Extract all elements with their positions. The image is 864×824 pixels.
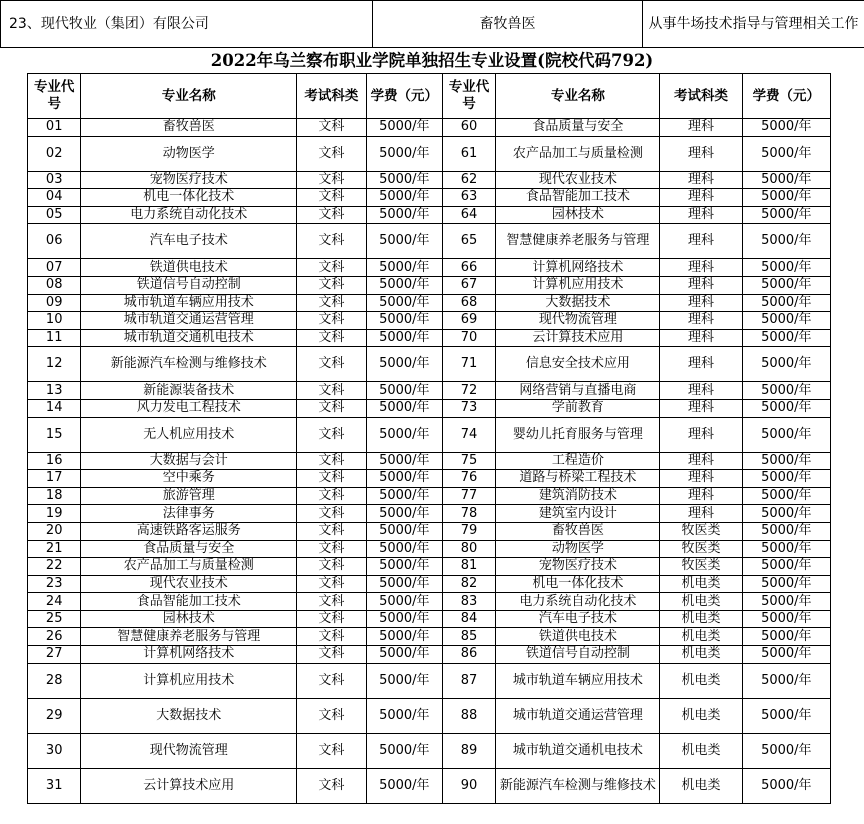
left-code-cell: 08 [28,276,81,294]
left-name-cell: 铁道信号自动控制 [81,276,297,294]
right-fee-cell: 5000/年 [742,136,830,171]
right-fee-cell: 5000/年 [742,593,830,611]
right-name-cell: 食品质量与安全 [496,119,660,137]
left-name-cell: 现代农业技术 [81,575,297,593]
left-fee-cell: 5000/年 [366,768,442,803]
left-code-cell: 12 [28,347,81,382]
right-code-cell: 84 [442,610,495,628]
left-code-cell: 14 [28,399,81,417]
left-fee-cell: 5000/年 [366,540,442,558]
left-code-cell: 27 [28,646,81,664]
right-fee-cell: 5000/年 [742,540,830,558]
left-code-cell: 18 [28,487,81,505]
left-code-cell: 04 [28,189,81,207]
right-fee-cell: 5000/年 [742,452,830,470]
right-name-cell: 智慧健康养老服务与管理 [496,224,660,259]
left-category-cell: 文科 [297,470,367,488]
left-fee-cell: 5000/年 [366,628,442,646]
table-row [28,224,831,259]
table-row [28,259,831,277]
left-category-cell: 文科 [297,558,367,576]
right-name-cell: 计算机应用技术 [496,276,660,294]
left-fee-cell: 5000/年 [366,698,442,733]
right-code-cell: 72 [442,382,495,400]
left-category-cell: 文科 [297,136,367,171]
right-code-cell: 67 [442,276,495,294]
left-fee-cell: 5000/年 [366,452,442,470]
right-name-cell: 城市轨道车辆应用技术 [496,663,660,698]
table-row [28,136,831,171]
left-name-cell: 园林技术 [81,610,297,628]
left-category-cell: 文科 [297,505,367,523]
right-name-cell: 建筑室内设计 [496,505,660,523]
left-code-cell: 31 [28,768,81,803]
left-name-cell: 城市轨道车辆应用技术 [81,294,297,312]
left-fee-cell: 5000/年 [366,206,442,224]
left-name-cell: 计算机网络技术 [81,646,297,664]
left-name-cell: 机电一体化技术 [81,189,297,207]
left-code-cell: 02 [28,136,81,171]
right-category-cell: 机电类 [660,646,742,664]
right-name-cell: 动物医学 [496,540,660,558]
right-fee-cell: 5000/年 [742,610,830,628]
left-category-cell: 文科 [297,663,367,698]
left-name-cell: 新能源汽车检测与维修技术 [81,347,297,382]
left-fee-cell: 5000/年 [366,224,442,259]
right-code-cell: 78 [442,505,495,523]
header-name: 专业名称 [496,74,660,119]
left-code-cell: 25 [28,610,81,628]
table-row [28,540,831,558]
right-code-cell: 65 [442,224,495,259]
left-fee-cell: 5000/年 [366,276,442,294]
table-row [28,119,831,137]
left-name-cell: 铁道供电技术 [81,259,297,277]
right-category-cell: 理科 [660,206,742,224]
right-category-cell: 机电类 [660,733,742,768]
left-code-cell: 09 [28,294,81,312]
left-fee-cell: 5000/年 [366,733,442,768]
left-code-cell: 01 [28,119,81,137]
table-row [28,294,831,312]
right-fee-cell: 5000/年 [742,276,830,294]
left-category-cell: 文科 [297,189,367,207]
left-name-cell: 汽车电子技术 [81,224,297,259]
left-code-cell: 10 [28,312,81,330]
left-name-cell: 宠物医疗技术 [81,171,297,189]
left-code-cell: 26 [28,628,81,646]
table-row [28,628,831,646]
left-category-cell: 文科 [297,575,367,593]
left-fee-cell: 5000/年 [366,522,442,540]
right-code-cell: 76 [442,470,495,488]
right-code-cell: 61 [442,136,495,171]
table-row [28,558,831,576]
right-code-cell: 68 [442,294,495,312]
left-code-cell: 24 [28,593,81,611]
right-fee-cell: 5000/年 [742,417,830,452]
right-category-cell: 牧医类 [660,558,742,576]
table-row [28,470,831,488]
right-code-cell: 75 [442,452,495,470]
left-name-cell: 农产品加工与质量检测 [81,558,297,576]
right-category-cell: 理科 [660,171,742,189]
right-category-cell: 牧医类 [660,522,742,540]
header-fee: 学费（元） [742,74,830,119]
right-code-cell: 90 [442,768,495,803]
left-code-cell: 11 [28,329,81,347]
right-code-cell: 63 [442,189,495,207]
left-name-cell: 空中乘务 [81,470,297,488]
right-category-cell: 理科 [660,470,742,488]
right-name-cell: 畜牧兽医 [496,522,660,540]
right-fee-cell: 5000/年 [742,259,830,277]
left-fee-cell: 5000/年 [366,470,442,488]
right-name-cell: 网络营销与直播电商 [496,382,660,400]
table-row [28,487,831,505]
left-category-cell: 文科 [297,206,367,224]
left-category-cell: 文科 [297,593,367,611]
right-code-cell: 86 [442,646,495,664]
left-name-cell: 食品智能加工技术 [81,593,297,611]
right-name-cell: 机电一体化技术 [496,575,660,593]
right-fee-cell: 5000/年 [742,119,830,137]
left-category-cell: 文科 [297,540,367,558]
left-fee-cell: 5000/年 [366,558,442,576]
left-fee-cell: 5000/年 [366,171,442,189]
right-name-cell: 工程造价 [496,452,660,470]
right-category-cell: 机电类 [660,768,742,803]
right-fee-cell: 5000/年 [742,294,830,312]
left-code-cell: 23 [28,575,81,593]
left-code-cell: 29 [28,698,81,733]
left-fee-cell: 5000/年 [366,294,442,312]
left-fee-cell: 5000/年 [366,505,442,523]
right-category-cell: 理科 [660,329,742,347]
left-name-cell: 城市轨道交通运营管理 [81,312,297,330]
right-category-cell: 理科 [660,382,742,400]
left-fee-cell: 5000/年 [366,312,442,330]
left-category-cell: 文科 [297,329,367,347]
left-code-cell: 15 [28,417,81,452]
header-category: 考试科类 [660,74,742,119]
left-fee-cell: 5000/年 [366,259,442,277]
left-fee-cell: 5000/年 [366,663,442,698]
right-code-cell: 62 [442,171,495,189]
right-fee-cell: 5000/年 [742,399,830,417]
left-fee-cell: 5000/年 [366,329,442,347]
left-code-cell: 19 [28,505,81,523]
left-code-cell: 30 [28,733,81,768]
right-name-cell: 铁道信号自动控制 [496,646,660,664]
left-fee-cell: 5000/年 [366,347,442,382]
left-name-cell: 计算机应用技术 [81,663,297,698]
right-name-cell: 城市轨道交通运营管理 [496,698,660,733]
right-category-cell: 理科 [660,294,742,312]
right-code-cell: 71 [442,347,495,382]
right-fee-cell: 5000/年 [742,206,830,224]
page-title: 2022年乌兰察布职业学院单独招生专业设置(院校代码792) [210,51,654,70]
right-code-cell: 83 [442,593,495,611]
left-fee-cell: 5000/年 [366,189,442,207]
left-category-cell: 文科 [297,610,367,628]
left-name-cell: 电力系统自动化技术 [81,206,297,224]
right-category-cell: 理科 [660,505,742,523]
table-row [28,610,831,628]
right-category-cell: 机电类 [660,628,742,646]
right-fee-cell: 5000/年 [742,698,830,733]
left-code-cell: 17 [28,470,81,488]
left-category-cell: 文科 [297,382,367,400]
left-category-cell: 文科 [297,294,367,312]
left-name-cell: 高速铁路客运服务 [81,522,297,540]
major-cell: 畜牧兽医 [373,1,643,48]
right-code-cell: 64 [442,206,495,224]
left-name-cell: 法律事务 [81,505,297,523]
table-row [28,399,831,417]
table-row [28,189,831,207]
left-category-cell: 文科 [297,171,367,189]
left-category-cell: 文科 [297,417,367,452]
right-category-cell: 机电类 [660,593,742,611]
table-row [28,663,831,698]
left-fee-cell: 5000/年 [366,382,442,400]
right-name-cell: 婴幼儿托育服务与管理 [496,417,660,452]
right-fee-cell: 5000/年 [742,505,830,523]
right-fee-cell: 5000/年 [742,329,830,347]
table-row [28,646,831,664]
right-name-cell: 云计算技术应用 [496,329,660,347]
right-category-cell: 机电类 [660,575,742,593]
left-code-cell: 07 [28,259,81,277]
left-code-cell: 03 [28,171,81,189]
right-code-cell: 66 [442,259,495,277]
right-category-cell: 理科 [660,276,742,294]
right-fee-cell: 5000/年 [742,768,830,803]
left-category-cell: 文科 [297,312,367,330]
right-name-cell: 计算机网络技术 [496,259,660,277]
left-code-cell: 28 [28,663,81,698]
left-category-cell: 文科 [297,628,367,646]
left-name-cell: 云计算技术应用 [81,768,297,803]
table-row [28,452,831,470]
table-row [28,733,831,768]
right-category-cell: 机电类 [660,610,742,628]
right-fee-cell: 5000/年 [742,347,830,382]
left-category-cell: 文科 [297,399,367,417]
right-code-cell: 74 [442,417,495,452]
right-code-cell: 87 [442,663,495,698]
table-row [28,329,831,347]
table-header-row [28,74,831,119]
table-row [28,698,831,733]
right-fee-cell: 5000/年 [742,646,830,664]
right-fee-cell: 5000/年 [742,312,830,330]
right-code-cell: 69 [442,312,495,330]
right-name-cell: 城市轨道交通机电技术 [496,733,660,768]
right-category-cell: 理科 [660,347,742,382]
left-fee-cell: 5000/年 [366,119,442,137]
right-name-cell: 食品智能加工技术 [496,189,660,207]
right-name-cell: 道路与桥梁工程技术 [496,470,660,488]
right-code-cell: 89 [442,733,495,768]
right-code-cell: 60 [442,119,495,137]
left-category-cell: 文科 [297,224,367,259]
right-name-cell: 大数据技术 [496,294,660,312]
right-code-cell: 73 [442,399,495,417]
right-code-cell: 77 [442,487,495,505]
right-name-cell: 电力系统自动化技术 [496,593,660,611]
table-row [28,522,831,540]
left-fee-cell: 5000/年 [366,399,442,417]
right-code-cell: 85 [442,628,495,646]
table-row [28,575,831,593]
right-name-cell: 现代物流管理 [496,312,660,330]
left-code-cell: 13 [28,382,81,400]
left-category-cell: 文科 [297,347,367,382]
right-fee-cell: 5000/年 [742,628,830,646]
right-name-cell: 园林技术 [496,206,660,224]
left-category-cell: 文科 [297,698,367,733]
right-name-cell: 建筑消防技术 [496,487,660,505]
left-name-cell: 大数据技术 [81,698,297,733]
right-fee-cell: 5000/年 [742,189,830,207]
left-fee-cell: 5000/年 [366,575,442,593]
right-fee-cell: 5000/年 [742,558,830,576]
table-row [28,768,831,803]
right-category-cell: 理科 [660,189,742,207]
left-category-cell: 文科 [297,452,367,470]
header-code: 专业代号 [28,74,81,119]
table-row [28,417,831,452]
left-category-cell: 文科 [297,733,367,768]
company-cell: 23、现代牧业（集团）有限公司 [1,1,373,48]
left-fee-cell: 5000/年 [366,593,442,611]
table-row [28,276,831,294]
right-code-cell: 82 [442,575,495,593]
right-category-cell: 机电类 [660,698,742,733]
table-row [28,312,831,330]
left-name-cell: 无人机应用技术 [81,417,297,452]
left-name-cell: 旅游管理 [81,487,297,505]
left-name-cell: 新能源装备技术 [81,382,297,400]
table-row [28,171,831,189]
right-category-cell: 理科 [660,259,742,277]
left-name-cell: 风力发电工程技术 [81,399,297,417]
right-code-cell: 80 [442,540,495,558]
left-name-cell: 现代物流管理 [81,733,297,768]
left-category-cell: 文科 [297,487,367,505]
right-name-cell: 铁道供电技术 [496,628,660,646]
left-name-cell: 动物医学 [81,136,297,171]
left-fee-cell: 5000/年 [366,417,442,452]
right-category-cell: 理科 [660,119,742,137]
right-category-cell: 理科 [660,417,742,452]
header-code: 专业代号 [442,74,495,119]
left-fee-cell: 5000/年 [366,487,442,505]
left-name-cell: 城市轨道交通机电技术 [81,329,297,347]
header-category: 考试科类 [297,74,367,119]
right-category-cell: 理科 [660,312,742,330]
left-fee-cell: 5000/年 [366,646,442,664]
table-row [28,206,831,224]
left-category-cell: 文科 [297,119,367,137]
right-category-cell: 理科 [660,487,742,505]
left-name-cell: 大数据与会计 [81,452,297,470]
table-body [28,119,831,804]
header-name: 专业名称 [81,74,297,119]
major-table [27,73,831,804]
right-name-cell: 学前教育 [496,399,660,417]
left-category-cell: 文科 [297,768,367,803]
left-name-cell: 畜牧兽医 [81,119,297,137]
right-fee-cell: 5000/年 [742,382,830,400]
table-row [28,505,831,523]
right-fee-cell: 5000/年 [742,663,830,698]
left-code-cell: 22 [28,558,81,576]
right-fee-cell: 5000/年 [742,171,830,189]
right-fee-cell: 5000/年 [742,224,830,259]
right-fee-cell: 5000/年 [742,733,830,768]
left-code-cell: 06 [28,224,81,259]
right-name-cell: 宠物医疗技术 [496,558,660,576]
right-name-cell: 现代农业技术 [496,171,660,189]
left-category-cell: 文科 [297,522,367,540]
right-fee-cell: 5000/年 [742,487,830,505]
right-name-cell: 汽车电子技术 [496,610,660,628]
left-category-cell: 文科 [297,276,367,294]
right-fee-cell: 5000/年 [742,575,830,593]
right-code-cell: 70 [442,329,495,347]
left-code-cell: 05 [28,206,81,224]
header-fee: 学费（元） [366,74,442,119]
right-fee-cell: 5000/年 [742,470,830,488]
right-code-cell: 88 [442,698,495,733]
left-code-cell: 21 [28,540,81,558]
right-code-cell: 81 [442,558,495,576]
right-category-cell: 理科 [660,399,742,417]
left-name-cell: 食品质量与安全 [81,540,297,558]
right-category-cell: 牧医类 [660,540,742,558]
right-category-cell: 理科 [660,452,742,470]
right-fee-cell: 5000/年 [742,522,830,540]
left-code-cell: 20 [28,522,81,540]
left-category-cell: 文科 [297,646,367,664]
right-category-cell: 理科 [660,136,742,171]
right-name-cell: 农产品加工与质量检测 [496,136,660,171]
right-code-cell: 79 [442,522,495,540]
previous-page-row [0,0,864,48]
left-fee-cell: 5000/年 [366,610,442,628]
right-name-cell: 新能源汽车检测与维修技术 [496,768,660,803]
left-name-cell: 智慧健康养老服务与管理 [81,628,297,646]
right-category-cell: 机电类 [660,663,742,698]
job-cell: 从事牛场技术指导与管理相关工作 [643,1,864,48]
left-fee-cell: 5000/年 [366,136,442,171]
right-category-cell: 理科 [660,224,742,259]
table-row [28,593,831,611]
left-code-cell: 16 [28,452,81,470]
left-category-cell: 文科 [297,259,367,277]
right-name-cell: 信息安全技术应用 [496,347,660,382]
table-row [28,347,831,382]
table-row [28,382,831,400]
